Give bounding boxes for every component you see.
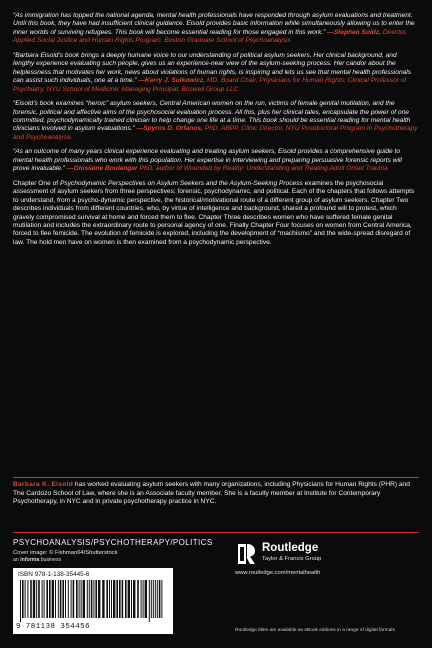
barcode-bar — [68, 580, 69, 618]
cover-credit: Cover image: © Fishman64/Shutterstock — [13, 550, 118, 557]
quote-author: —Ghislaine Boulanger — [66, 165, 138, 173]
barcode-bar — [42, 580, 43, 618]
publisher-name: Routledge — [262, 542, 319, 554]
divider-top-rule — [13, 477, 419, 478]
subject-categories: PSYCHOANALYSIS/PSYCHOTHERAPY/POLITICS — [13, 538, 213, 547]
quote-text: “As immigration has topped the national agenda, mental health professionals have responded through asylum evaluations and treatment. Until this book, they have had insufficient clinical guidance. Eisold provides basic information while simultaneously allowing us to enter the inner worlds of surviving refugees. This book will become essential reading for those engaged in this work.” — [13, 12, 415, 36]
barcode-bar — [153, 580, 154, 618]
description-book-title: Psychodynamic Perspectives on Asylum Seekers and the Asylum-Seeking Process — [59, 179, 303, 187]
barcode-bar — [81, 580, 82, 618]
barcode-bar — [65, 580, 66, 618]
barcode-bar — [55, 580, 56, 618]
quote-author: —Kerry J. Sulkowicz, — [138, 77, 206, 85]
barcode-bar — [116, 580, 118, 618]
barcode-bar — [30, 580, 32, 618]
quote-author-title: PhD, author of Wounded by Reality: Understanding and Treating Adult Onset Trauma — [139, 165, 388, 173]
barcode-bar — [159, 580, 161, 618]
barcode-bar — [91, 580, 93, 618]
barcode-bar — [89, 580, 90, 618]
barcode-bar — [145, 580, 147, 618]
barcode-bar — [122, 580, 124, 618]
informa-suffix: business — [40, 557, 62, 564]
barcode-bar — [143, 580, 144, 618]
barcode-bar — [60, 580, 62, 618]
barcode-bar — [73, 580, 75, 618]
barcode-box — [13, 568, 173, 634]
barcode-bar — [149, 580, 150, 622]
barcode-bar — [52, 580, 54, 618]
barcode-bar — [141, 580, 142, 618]
barcode-bar — [128, 580, 130, 618]
quote-author-title: Director, Applied Social Justice and Human Rights Program, Boston Graduate School of Psychoanalysis — [13, 28, 408, 45]
quote-author-title: MD, Board Chair, Physicians for Human Rights; Clinical Professor of Psychiatry, NYU School of Medicine; Managing Principal, Boswell Group LLC — [13, 77, 407, 93]
quote-3 — [13, 100, 419, 142]
quote-2 — [13, 52, 419, 94]
barcode-bar — [44, 580, 45, 618]
isbn-barcode-icon — [18, 580, 168, 622]
barcode-bar — [125, 580, 127, 618]
barcode-bar — [109, 580, 110, 618]
book-description — [13, 180, 419, 248]
barcode-bar — [106, 580, 108, 618]
description-lead: Chapter One of — [13, 179, 59, 187]
isbn-number: ISBN 978-1-138-35445-6 — [18, 571, 90, 578]
barcode-bar — [25, 580, 26, 618]
divider-bottom-rule — [13, 532, 419, 533]
barcode-bar — [87, 580, 88, 618]
barcode-bar — [151, 580, 152, 618]
barcode-bar — [95, 580, 97, 618]
barcode-bar — [119, 580, 121, 618]
barcode-bar — [93, 580, 94, 618]
quote-4 — [13, 148, 419, 173]
barcode-bar — [49, 580, 51, 618]
author-bio-text: has worked evaluating asylum seekers with many organizations, including Physicians for Human Rights (PHR) and The Cardozo School of Law, where she is an Associate faculty member. She is a faculty member at Institute for Contemporary Psychotherapy, in NYC and in private psychotherapy practice in NYC. — [13, 481, 410, 506]
barcode-bar — [113, 580, 115, 618]
barcode-bar — [155, 580, 156, 618]
barcode-bar — [38, 580, 40, 618]
informa-prefix: an — [13, 557, 19, 564]
barcode-bar — [27, 580, 28, 618]
barcode-bar — [98, 580, 100, 618]
barcode-bar — [79, 580, 80, 618]
barcode-bar — [102, 580, 104, 618]
barcode-bar — [137, 580, 139, 618]
quote-author: —Stephen Soldz, — [327, 28, 381, 36]
barcode-bar — [76, 580, 78, 618]
barcode-bar — [71, 580, 72, 618]
quote-1 — [13, 12, 419, 46]
ebook-note: Routledge titles are available as eBook editions in a range of digital formats — [235, 628, 395, 633]
routledge-logo-icon — [235, 542, 257, 566]
quote-text: “Eisold’s book examines “heroic” asylum seekers, Central American women on the run, victims of female genital mutilation, and the forensic, political and affective aims of the psychosocial evaluation process. All this, plus her clinical tales, encapsulate the power of one committed, psychodynamically trained clinician to help change one life at a time. This book should be essential reading for mental health clinicians involved in asylum evaluations.” — [13, 100, 411, 133]
barcode-digits: 9 781138 354456 — [16, 623, 91, 631]
barcode-bar — [22, 580, 24, 618]
barcode-bar — [133, 580, 135, 618]
barcode-bar — [111, 580, 112, 618]
author-bio — [13, 481, 419, 507]
barcode-bar — [20, 580, 21, 622]
footer-left — [13, 539, 233, 564]
informa-business-line — [13, 557, 233, 564]
quote-author-title: PhD, ABPP, Clinic Director, NYU Postdoctoral Program in Psychotherapy and Psychoanalysis — [13, 125, 418, 141]
barcode-bar — [62, 580, 64, 618]
description-body: examines the psychosocial assessment of asylum seekers from three perspectives: forensic, psychodynamic, and political. Each of the chapters that follows attempts to understand, from a psycho-dynamic perspective, the historical/motivational route of a different group of asylum seekers. Chapter Two describes individuals from different countries, who, by virtue of intelligence and background, shared a profound will to protest, which gravely compromised survival at home and forced them to flee. Chapter Three describes women who have suffered female genital mutilation and includes the extraordinary route to personal agency of one. Finally Chapter Four focuses on women from Central America, forced to flee femicide. The evolution of femicide is explored, including the development of “machismo” and the wide-spread disregard of law. The hold men have on women is then examined from a psychodynamic perspective. — [13, 179, 415, 246]
quote-text: “Barbara Eisold’s book brings a deeply humane voice to our understanding of political asylum seekers. Her clinical background, and lengthy experience evaluating such people, gives us an experience-near view of the asylum-seeking process. Her candor about the helplessness that motivates her work, news about violations of human rights, is inspiring and lets us see that mental health professionals can assist such individuals, one at a time.” — [13, 51, 412, 85]
barcode-bar — [157, 580, 158, 618]
barcode-bar — [46, 580, 48, 618]
publisher-group: Taylor & Francis Group — [262, 556, 322, 562]
publisher-url[interactable]: www.routledge.com/mentalhealth — [235, 570, 321, 576]
informa-name: informa — [20, 557, 40, 564]
barcode-bar — [58, 580, 59, 618]
quote-author: —Spyros D. Orfanos, — [136, 125, 203, 133]
barcode-bar — [36, 580, 37, 618]
quotes-and-description — [13, 12, 419, 247]
quote-text: “As an outcome of many years clinical experience evaluating and treating asylum seekers, Eisold provides a comprehensive guide to mental health professionals who work with this population. Her expertise in interviewing and preparing persuasive forensic reports will prove invaluable.” — [13, 148, 402, 173]
author-name: Barbara K. Eisold — [13, 481, 74, 488]
barcode-bar — [33, 580, 35, 618]
barcode-bar — [83, 580, 85, 618]
barcode-bar — [131, 580, 132, 618]
barcode-bar — [161, 580, 162, 618]
